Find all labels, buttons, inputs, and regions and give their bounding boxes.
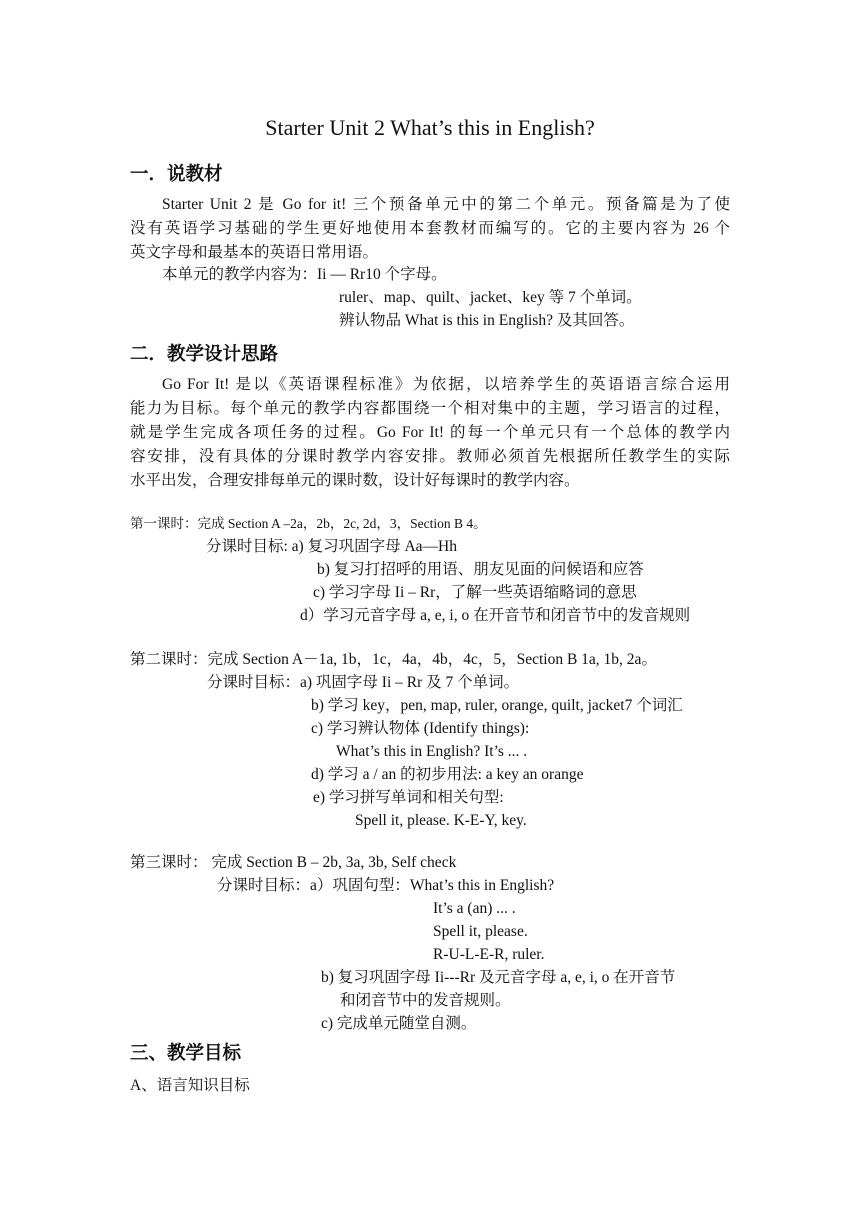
- lesson-1-goal-a: 分课时目标: a) 复习巩固字母 Aa—Hh: [206, 538, 457, 555]
- lesson-3-goal-a-line-3: Spell it, please.: [433, 923, 528, 940]
- lesson-1-goal-d: d）学习元音字母 a, e, i, o 在开音节和闭音节中的发音规则: [300, 607, 691, 624]
- lesson-2-goal-d: d) 学习 a / an 的初步用法: a key an orange: [311, 766, 584, 783]
- lesson-3-goal-c: c) 完成单元随堂自测。: [321, 1015, 477, 1032]
- document-title: Starter Unit 2 What’s this in English?: [265, 115, 595, 140]
- lesson-3-goal-b: b) 复习巩固字母 Ii---Rr 及元音字母 a, e, i, o 在开音节: [321, 969, 676, 986]
- lesson-2-goal-b: b) 学习 key，pen, map, ruler, orange, quilt, jacket7 个词汇: [311, 697, 683, 714]
- s2-paragraph-line-4: 容安排，没有具体的分课时教学内容安排。教师必须首先根据所任教学生的实际: [130, 448, 730, 465]
- s1-paragraph-line-1: Starter Unit 2 是 Go for it! 三个预备单元中的第二个单元。预备篇是为了使: [162, 196, 730, 213]
- lesson-3-goal-a-line-2: It’s a (an) ... .: [433, 900, 516, 917]
- s2-paragraph-line-1: Go For It! 是以《英语课程标准》为依据，以培养学生的英语语言综合运用: [162, 376, 730, 393]
- lesson-3-goal-b-line-2: 和闭音节中的发音规则。: [340, 992, 511, 1009]
- lesson-2-goal-c: c) 学习辨认物体 (Identify things):: [311, 720, 530, 737]
- s1-paragraph-line-2: 没有英语学习基础的学生更好地使用本套教材而编写的。它的主要内容为 26 个: [130, 220, 730, 237]
- lesson-2-goal-c-example: What’s this in English? It’s ... .: [336, 743, 528, 760]
- section-1-heading: 一．说教材: [130, 164, 223, 185]
- s1-content-line-2: ruler、map、quilt、jacket、key 等 7 个单词。: [339, 289, 642, 306]
- s2-paragraph-line-5: 水平出发，合理安排每单元的课时数，设计好每课时的教学内容。: [130, 472, 580, 489]
- s1-content-line-1: 本单元的教学内容为：Ii — Rr10 个字母。: [162, 266, 447, 283]
- lesson-3-intro: 第三课时： 完成 Section B – 2b, 3a, 3b, Self check: [130, 854, 457, 871]
- lesson-3-goal-a-line-4: R-U-L-E-R, ruler.: [433, 946, 545, 963]
- lesson-1-intro: 第一课时：完成 Section A –2a，2b，2c, 2d，3，Section B 4。: [130, 516, 487, 531]
- s2-paragraph-line-3: 就是学生完成各项任务的过程。Go For It! 的每一个单元只有一个总体的教学内: [130, 424, 730, 441]
- section-2-heading: 二．教学设计思路: [130, 344, 279, 365]
- s1-content-line-3: 辨认物品 What is this in English? 及其回答。: [339, 312, 635, 329]
- s1-paragraph-line-3: 英文字母和最基本的英语日常用语。: [130, 244, 379, 261]
- lesson-2-goal-e-example: Spell it, please. K-E-Y, key.: [355, 812, 527, 829]
- lesson-2-intro: 第二课时：完成 Section A－1a, 1b，1c，4a，4b，4c，5，Section B 1a, 1b, 2a。: [130, 651, 657, 668]
- lesson-2-goal-e: e) 学习拼写单词和相关句型:: [313, 789, 504, 806]
- section-3-heading: 三、教学目标: [130, 1043, 242, 1064]
- lesson-2-goal-a: 分课时目标：a) 巩固字母 Ii – Rr 及 7 个单词。: [207, 674, 520, 691]
- section-3-subheading: A、语言知识目标: [130, 1077, 250, 1094]
- lesson-1-goal-b: b) 复习打招呼的用语、朋友见面的问候语和应答: [317, 561, 644, 578]
- lesson-3-goal-a: 分课时目标：a）巩固句型：What’s this in English?: [217, 877, 555, 894]
- lesson-1-goal-c: c) 学习字母 Ii – Rr，了解一些英语缩略词的意思: [313, 584, 637, 601]
- s2-paragraph-line-2: 能力为目标。每个单元的教学内容都围绕一个相对集中的主题，学习语言的过程，: [130, 400, 730, 417]
